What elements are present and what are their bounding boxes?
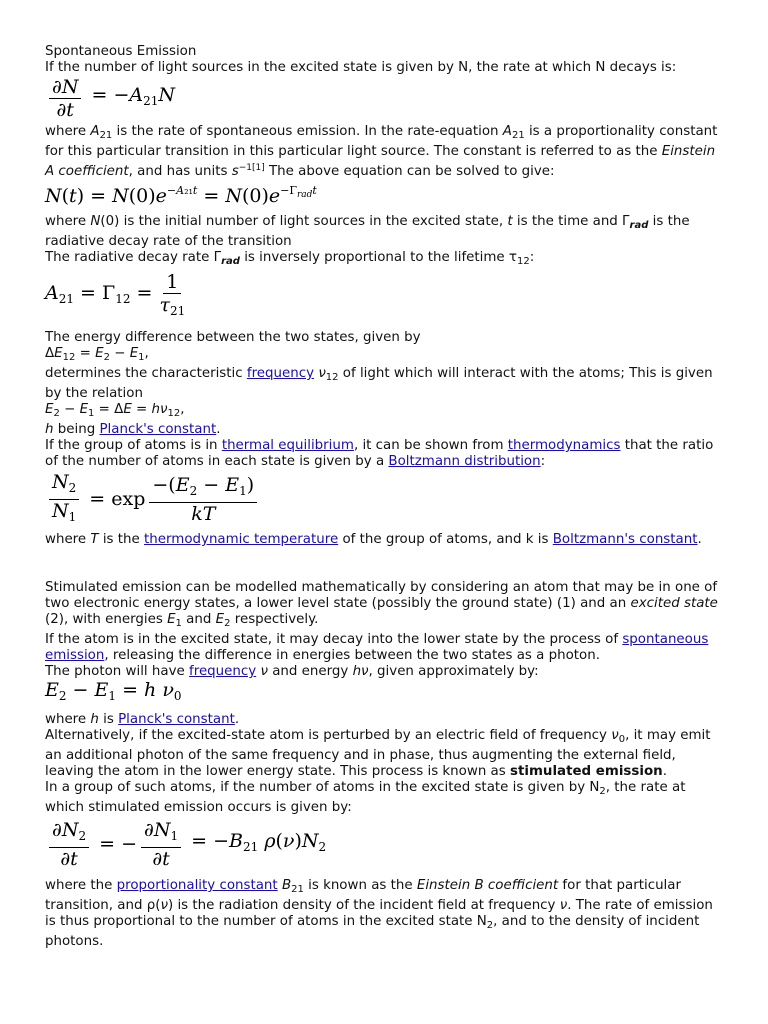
paragraph-photon-frequency: The photon will have frequency ν and energy hν, given approximately by: <box>45 664 539 679</box>
link-proportionality-constant[interactable]: proportionality constant <box>116 878 278 893</box>
link-frequency[interactable]: frequency <box>246 366 315 381</box>
paragraph-lifetime: The radiative decay rate $\Gamma_{rad}$ is inversely proportional to the lifetime $\tau_{12}$: <box>45 250 535 267</box>
link-boltzmanns-constant[interactable]: Boltzmann's constant <box>552 532 698 547</box>
paragraph-planck: h being Planck's constant. <box>45 422 221 437</box>
einstein-a-term: Einstein A coefficient <box>45 144 716 179</box>
paragraph-initial-number: where N(0) is the initial number of light sources in the excited state, t is the time and $\Gamma_{rad}$ is the radiative decay rate of the transition <box>45 214 690 249</box>
equation-photon-energy: $E_2 - E_1 = h$ $\nu_0$ <box>45 679 182 703</box>
link-boltzmann-distribution[interactable]: Boltzmann distribution <box>388 454 541 469</box>
paragraph-energy-difference: The energy difference between the two states, given by <box>45 330 421 345</box>
link-thermodynamics[interactable]: thermodynamics <box>507 438 621 453</box>
paragraph-spontaneous-decay: If the atom is in the excited state, it may decay into the lower state by the process of spontaneous emission, releasing the difference in energies between the two states as a photon. <box>45 632 709 663</box>
paragraph-einstein-b: where the proportionality constant $B_{21}$ is known as the Einstein B coefficient for that particular transition, and ρ(ν) is the radiation density of the incident field at frequency ν. The rate of emission is thus proportional to the number of atoms in the excited state $N_2$, and to the density of incident photons. <box>45 878 713 949</box>
reference-1[interactable]: [1] <box>252 163 265 173</box>
paragraph-einstein-a: where $A_{21}$ is the rate of spontaneous emission. In the rate-equation $A_{21}$ is a proportionality constant for this particular transition in this particular light source. The constant is referred to as the Einstein A coefficient, and has units $s^{-1[1]}$ The above equation can be solved to give: <box>45 124 718 179</box>
paragraph-thermal-equilibrium: If the group of atoms is in thermal equilibrium, it can be shown from thermodynamics that the ratio of the number of atoms in each state is given by a Boltzmann distribution: <box>45 438 714 469</box>
link-frequency-2[interactable]: frequency <box>189 664 257 679</box>
link-thermal-equilibrium[interactable]: thermal equilibrium <box>221 438 354 453</box>
equation-energy-relation-inline: $E_2 - E_1 = \Delta E = h\nu_{12}$, <box>45 402 185 419</box>
paragraph-thermodynamic-temperature: where T is the thermodynamic temperature of the group of atoms, and k is Boltzmann's constant. <box>45 532 702 547</box>
document-body <box>45 44 725 950</box>
paragraph-decay-intro: If the number of light sources in the excited state is given by N, the rate at which N decays is: <box>45 60 677 75</box>
link-thermodynamic-temperature[interactable]: thermodynamic temperature <box>144 532 339 547</box>
paragraph-stimulated-rate-intro: In a group of such atoms, if the number of atoms in the excited state is given by $N_2$, the rate at which stimulated emission occurs is given by: <box>45 780 686 815</box>
equation-energy-difference-inline: $\Delta E_{12} = E_2 - E_1$, <box>45 346 149 363</box>
section-heading: Spontaneous Emission <box>45 44 197 59</box>
link-plancks-constant-2[interactable]: Planck's constant <box>118 712 235 727</box>
paragraph-stimulated-definition: Alternatively, if the excited-state atom is perturbed by an electric field of frequency $\nu_0$, it may emit an additional photon of the same frequency and in phase, thus augmenting the external field, leaving the atom in the lower energy state. This process is known as stimulated emission. <box>45 728 711 779</box>
link-plancks-constant[interactable]: Planck's constant <box>99 422 217 437</box>
equation-decay-rate: $\frac{\partial N}{\partial t}$ = $-A_{21}N$ <box>45 76 725 120</box>
equation-decay-solution: $N(t) = N(0)e^{-A_{21}t} = N(0)e^{-\Gamma_{rad}t}$ <box>45 183 317 207</box>
equation-boltzmann-ratio: $\frac{N_2}{N_1}$ = exp $\frac{-(E_2 - E_1)}{kT}$ <box>45 470 725 528</box>
equation-stimulated-rate: $\frac{\partial N_2}{\partial t}$ = − $\frac{\partial N_1}{\partial t}$ = $-B_{21}$ $\rho(\nu)N_2$ <box>45 816 725 872</box>
paragraph-characteristic-frequency: determines the characteristic frequency $\nu_{12}$ of light which will interact with the atoms; This is given by the relation <box>45 366 713 401</box>
paragraph-stimulated-model: Stimulated emission can be modelled mathematically by considering an atom that may be in one of two electronic energy states, a lower level state (possibly the ground state) (1) and an excited state (2), with energies $E_1$ and $E_2$ respectively. <box>45 580 718 629</box>
equation-lifetime: $A_{21} = \Gamma_{12}$ = $\frac{1}{\tau_{21}}$ <box>45 270 186 318</box>
link-spontaneous-emission[interactable]: spontaneous emission <box>45 632 709 663</box>
paragraph-planck-2: where h is Planck's constant. <box>45 712 240 727</box>
